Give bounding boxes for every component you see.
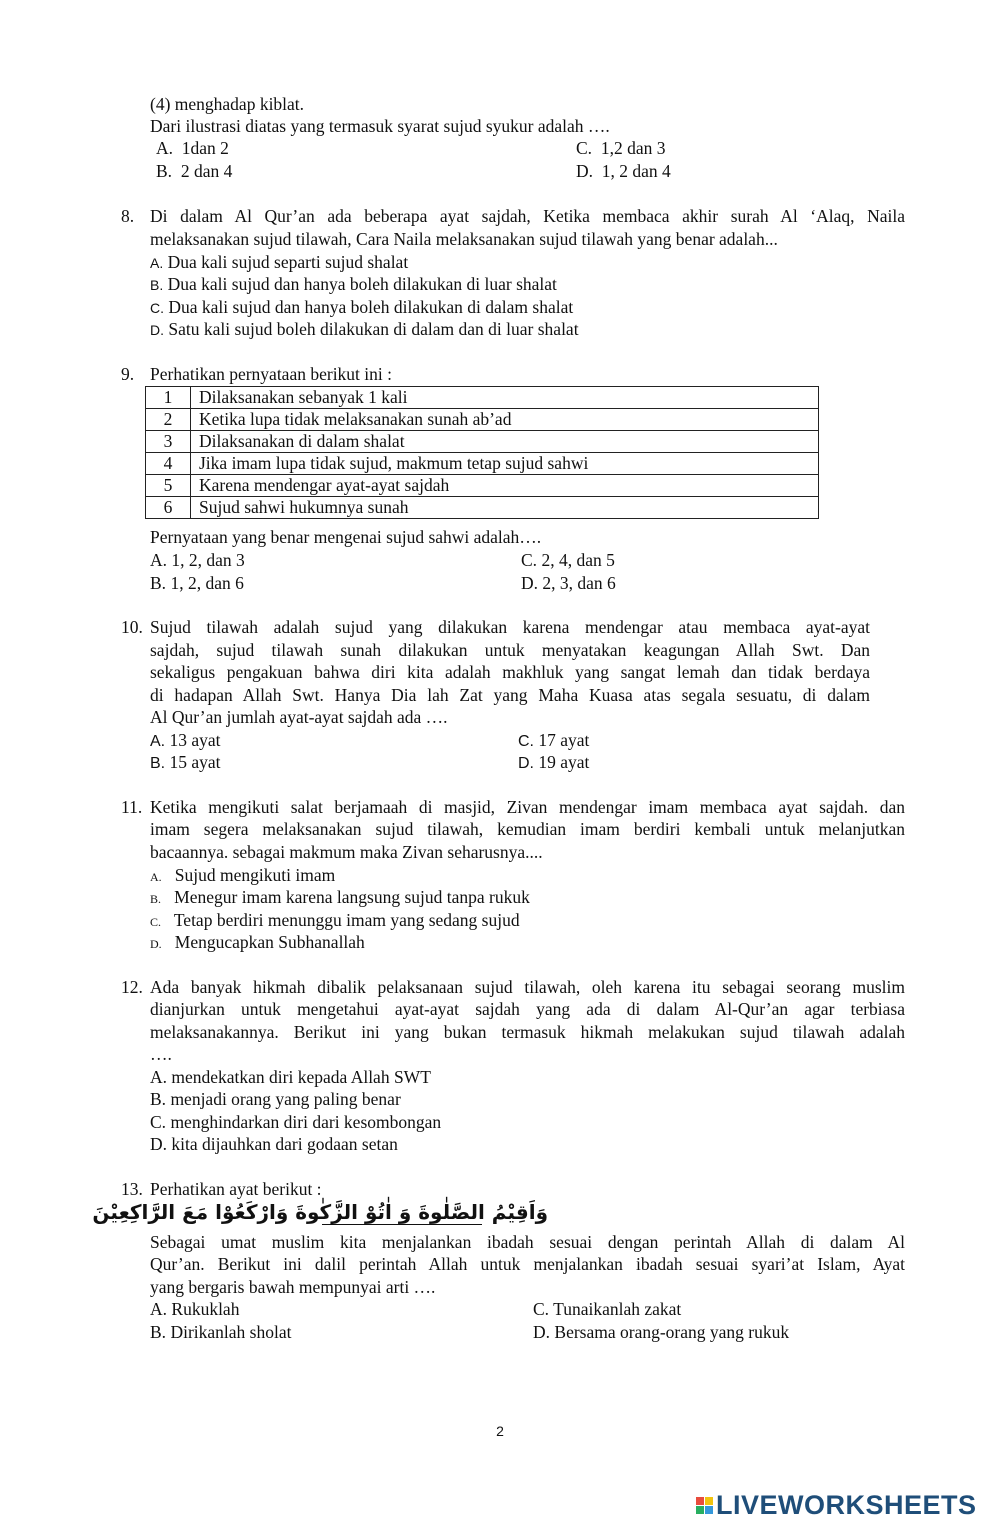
q13-option-b: B. Dirikanlah sholat: [150, 1322, 292, 1342]
q8-number: 8.: [121, 206, 135, 226]
row-number: 2: [146, 409, 191, 431]
q10-text-line-2: sajdah, sujud tilawah sunah dilakukan untuk menyatakan keagungan Allah Swt. Dan: [150, 640, 870, 660]
q13-option-d: D. Bersama orang-orang yang rukuk: [533, 1322, 790, 1342]
q7-stem: Dari ilustrasi diatas yang termasuk syarat sujud syukur adalah ….: [150, 116, 610, 136]
q13-text-line-2: Qur’an. Berikut ini dalil perintah Allah untuk menjalankan ibadah sesuai syari’at Islam, Ayat: [150, 1254, 905, 1274]
table-row: [146, 387, 819, 409]
q12-text-line-4: ….: [150, 1044, 172, 1064]
row-statement: Jika imam lupa tidak sujud, makmum tetap sujud sahwi: [191, 453, 819, 475]
q10-text-line-4: di hadapan Allah Swt. Hanya Dia lah Zat yang Maha Kuasa atas segala sesuatu, di dalam: [150, 685, 870, 705]
q13-option-a: A. Rukuklah: [150, 1299, 240, 1319]
q10-option-d: D. 19 ayat: [518, 752, 590, 772]
q7-option-c: C. 1,2 dan 3: [576, 138, 666, 158]
q11-option-b: B. Menegur imam karena langsung sujud tanpa rukuk: [150, 887, 530, 907]
q8-text-line-1: Di dalam Al Qur’an ada beberapa ayat sajdah, Ketika membaca akhir surah Al ‘Alaq, Naila: [150, 206, 905, 226]
row-number: 4: [146, 453, 191, 475]
table-row: [146, 453, 819, 475]
q12-text-line-2: dianjurkan untuk mengetahui ayat-ayat sajdah yang ada di dalam Al-Qur’an agar terbiasa: [150, 999, 905, 1019]
q11-number: 11.: [121, 797, 143, 817]
table-row: [146, 409, 819, 431]
q8-option-d: D. Satu kali sujud boleh dilakukan di dalam dan di luar shalat: [150, 319, 579, 339]
q13-text-line-3: yang bergaris bawah mempunyai arti ….: [150, 1277, 436, 1297]
q12-option-d: D. kita dijauhkan dari godaan setan: [150, 1134, 398, 1154]
table-row: [146, 497, 819, 519]
q13-intro: Perhatikan ayat berikut :: [150, 1179, 322, 1199]
q9-option-b: B. 1, 2, dan 6: [150, 573, 244, 593]
q12-option-b: B. menjadi orang yang paling benar: [150, 1089, 401, 1109]
q9-option-d: D. 2, 3, dan 6: [521, 573, 616, 593]
q13-number: 13.: [121, 1179, 143, 1199]
q8-option-b: B. Dua kali sujud dan hanya boleh dilakukan di luar shalat: [150, 274, 557, 294]
row-statement: Dilaksanakan sebanyak 1 kali: [191, 387, 819, 409]
q12-text-line-3: melaksanakannya. Berikut ini yang bukan termasuk hikmah melakukan sujud tilawah adalah: [150, 1022, 905, 1042]
row-number: 1: [146, 387, 191, 409]
q9-statement-table: [145, 386, 819, 519]
brand-name: LIVEWORKSHEETS: [716, 1490, 977, 1520]
q9-intro: Perhatikan pernyataan berikut ini :: [150, 364, 393, 384]
q10-number: 10.: [121, 617, 143, 637]
q11-text-line-1: Ketika mengikuti salat berjamaah di masjid, Zivan mendengar imam membaca ayat sajdah. dan: [150, 797, 905, 817]
q9-option-c: C. 2, 4, dan 5: [521, 550, 615, 570]
q7-item-4: (4) menghadap kiblat.: [150, 94, 305, 114]
q11-option-d: D. Mengucapkan Subhanallah: [150, 932, 365, 952]
q9-number: 9.: [121, 364, 135, 384]
row-statement: Sujud sahwi hukumnya sunah: [191, 497, 819, 519]
q10-option-a: A. 13 ayat: [150, 730, 221, 750]
q7-option-d: D. 1, 2 dan 4: [576, 161, 671, 181]
q13-verse-underline: [322, 1224, 482, 1225]
page-number: 2: [496, 1423, 504, 1439]
row-number: 5: [146, 475, 191, 497]
q11-option-c: C. Tetap berdiri menunggu imam yang sedang sujud: [150, 910, 520, 930]
row-statement: Ketika lupa tidak melaksanakan sunah ab’ad: [191, 409, 819, 431]
row-number: 6: [146, 497, 191, 519]
row-number: 3: [146, 431, 191, 453]
q10-text-line-5: Al Qur’an jumlah ayat-ayat sajdah ada ….: [150, 707, 448, 727]
q8-text-line-2: melaksanakan sujud tilawah, Cara Naila melaksanakan sujud tilawah yang benar adalah...: [150, 229, 778, 249]
table-row: [146, 431, 819, 453]
q11-text-line-2: imam segera melaksanakan sujud tilawah, kemudian imam berdiri kembali untuk melanjutkan: [150, 819, 905, 839]
q10-text-line-1: Sujud tilawah adalah sujud yang dilakukan karena mendengar atau membaca ayat-ayat: [150, 617, 870, 637]
q8-option-c: C. Dua kali sujud dan hanya boleh dilakukan di dalam shalat: [150, 297, 574, 317]
q9-stem: Pernyataan yang benar mengenai sujud sahwi adalah….: [150, 527, 542, 547]
row-statement: Karena mendengar ayat-ayat sajdah: [191, 475, 819, 497]
q10-option-c: C. 17 ayat: [518, 730, 590, 750]
q12-text-line-1: Ada banyak hikmah dibalik pelaksanaan sujud tilawah, oleh karena itu sebagai seorang muslim: [150, 977, 905, 997]
q12-option-a: A. mendekatkan diri kepada Allah SWT: [150, 1067, 431, 1087]
q8-option-a: A. Dua kali sujud separti sujud shalat: [150, 252, 409, 272]
q12-number: 12.: [121, 977, 143, 997]
liveworksheets-logo: [696, 1491, 977, 1519]
row-statement: Dilaksanakan di dalam shalat: [191, 431, 819, 453]
q13-arabic-verse: وَاَقِيْمُ الصَّلٰوةَ وَ اٰتُوْ الزَّكٰوةَ وَارْكَعُوْا مَعَ الرَّاكِعِيْنَ: [92, 1200, 548, 1224]
q9-option-a: A. 1, 2, dan 3: [150, 550, 245, 570]
q10-text-line-3: sekaligus pengakuan bahwa diri kita adalah makhluk yang sangat lemah dan tidak berdaya: [150, 662, 870, 682]
q12-option-c: C. menghindarkan diri dari kesombongan: [150, 1112, 442, 1132]
q13-text-line-1: Sebagai umat muslim kita menjalankan ibadah sesuai dengan perintah Allah di dalam Al: [150, 1232, 905, 1252]
q10-option-b: B. 15 ayat: [150, 752, 221, 772]
q11-option-a: A. Sujud mengikuti imam: [150, 865, 336, 885]
q7-option-a: A. 1dan 2: [156, 138, 229, 158]
q11-text-line-3: bacaannya. sebagai makmum maka Zivan seharusnya....: [150, 842, 543, 862]
q13-option-c: C. Tunaikanlah zakat: [533, 1299, 682, 1319]
q7-option-b: B. 2 dan 4: [156, 161, 233, 181]
table-row: [146, 475, 819, 497]
logo-grid-icon: [696, 1497, 713, 1514]
